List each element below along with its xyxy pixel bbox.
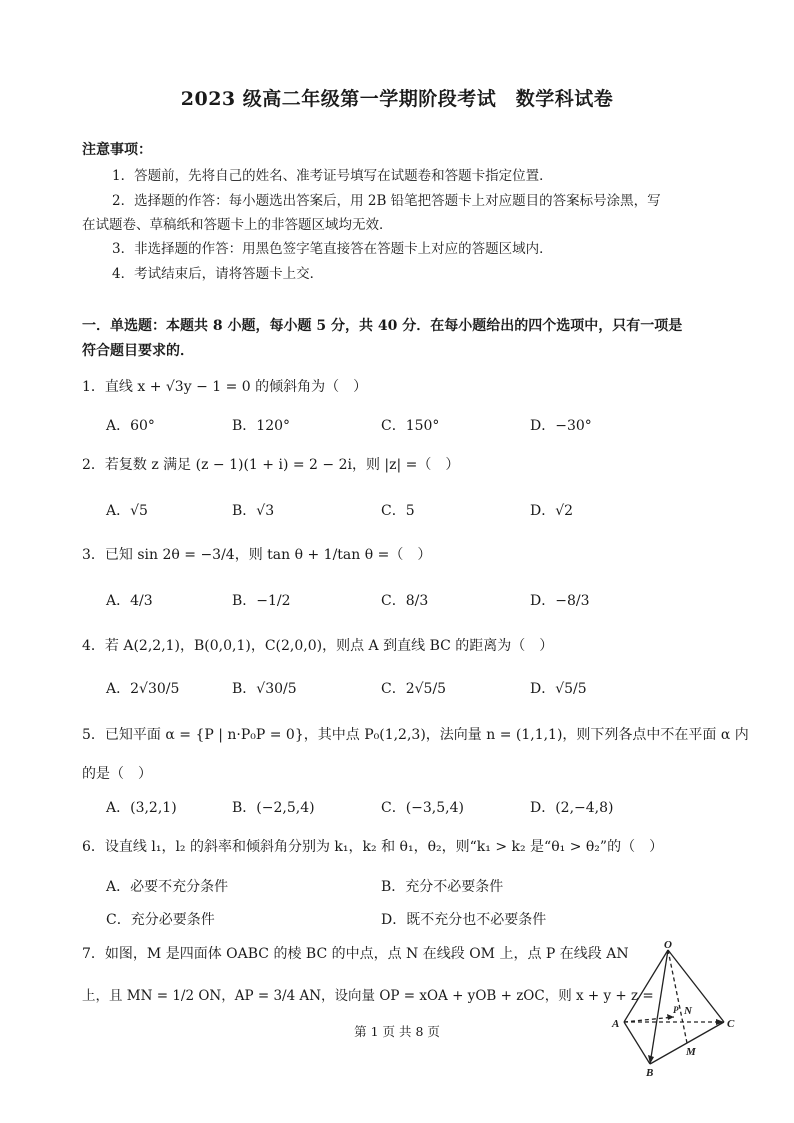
question-1-option-c: C．150°: [381, 418, 440, 434]
figure-label-p: P: [673, 1005, 679, 1015]
question-7-stem-cont: 上，且 MN = 1/2 ON，AP = 3/4 AN，设向量 OP = xOA + yOB + zOC，则 x + y + z =: [82, 988, 654, 1004]
question-3-option-d: D．−8/3: [530, 593, 590, 609]
notice-item: 在试题卷、草稿纸和答题卡上的非答题区域均无效．: [82, 217, 393, 233]
figure-label-a: A: [612, 1018, 620, 1030]
question-2-stem: 2．若复数 z 满足 (z − 1)(1 + i) = 2 − 2i，则 |z| =（ ）: [82, 457, 460, 473]
question-5-option-c: C．(−3,5,4): [381, 800, 464, 816]
question-1-option-d: D．−30°: [530, 418, 592, 434]
question-5-stem: 5．已知平面 α = {P | n·P₀P = 0}，其中点 P₀(1,2,3)，法向量 n = (1,1,1)，则下列各点中不在平面 α 内: [82, 727, 749, 743]
question-6-option-c: C．充分必要条件: [106, 912, 215, 928]
question-7-stem: 7．如图，M 是四面体 OABC 的棱 BC 的中点，点 N 在线段 OM 上，点 P 在线段 AN: [82, 946, 629, 962]
question-4-option-c: C．2√5/5: [381, 681, 447, 697]
question-3-option-b: B．−1/2: [232, 593, 291, 609]
question-5-option-a: A．(3,2,1): [106, 800, 177, 816]
figure-label-b: B: [646, 1067, 654, 1078]
section-heading-cont: 符合题目要求的．: [82, 343, 194, 359]
question-3-stem: 3．已知 sin 2θ = −3/4，则 tan θ + 1/tan θ =（ ）: [82, 547, 432, 563]
question-4-option-a: A．2√30/5: [106, 681, 180, 697]
notice-heading: 注意事项：: [82, 142, 152, 158]
question-2-option-a: A．√5: [106, 503, 148, 519]
question-5-stem-cont: 的是（ ）: [82, 766, 152, 782]
question-6-option-d: D．既不充分也不必要条件: [381, 912, 547, 928]
figure-label-o: O: [664, 939, 672, 951]
question-2-option-b: B．√3: [232, 503, 275, 519]
question-4-option-b: B．√30/5: [232, 681, 297, 697]
question-3-option-c: C．8/3: [381, 593, 429, 609]
question-1-option-b: B．120°: [232, 418, 291, 434]
page-number: 第 1 页 共 8 页: [354, 1024, 440, 1039]
question-1-stem: 1．直线 x + √3y − 1 = 0 的倾斜角为（ ）: [82, 379, 368, 395]
question-6-option-a: A．必要不充分条件: [106, 879, 229, 895]
figure-label-c: C: [727, 1018, 735, 1030]
notice-item: 2．选择题的作答：每小题选出答案后，用 2B 铅笔把答题卡上对应题目的答案标号涂黑，写: [112, 193, 661, 209]
page-title: 2023 级高二年级第一学期阶段考试 数学科试卷: [180, 88, 614, 110]
tetrahedron-figure: [608, 938, 748, 1078]
question-1-option-a: A．60°: [106, 418, 155, 434]
question-6-option-b: B．充分不必要条件: [381, 879, 504, 895]
question-4-stem: 4．若 A(2,2,1)，B(0,0,1)，C(2,0,0)，则点 A 到直线 BC 的距离为（ ）: [82, 638, 554, 654]
question-2-option-c: C．5: [381, 503, 415, 519]
figure-label-m: M: [686, 1046, 696, 1058]
notice-item: 1．答题前，先将自己的姓名、准考证号填写在试题卷和答题卡指定位置．: [112, 168, 553, 184]
question-5-option-d: D．(2,−4,8): [530, 800, 614, 816]
question-3-option-a: A．4/3: [106, 593, 153, 609]
question-6-stem: 6．设直线 l₁，l₂ 的斜率和倾斜角分别为 k₁，k₂ 和 θ₁，θ₂，则“k₁ > k₂ 是“θ₁ > θ₂”的（ ）: [82, 839, 664, 855]
question-5-option-b: B．(−2,5,4): [232, 800, 315, 816]
figure-label-n: N: [684, 1005, 692, 1017]
notice-item: 3．非选择题的作答：用黑色签字笔直接答在答题卡上对应的答题区域内．: [112, 241, 553, 257]
question-2-option-d: D．√2: [530, 503, 574, 519]
question-4-option-d: D．√5/5: [530, 681, 587, 697]
notice-item: 4．考试结束后，请将答题卡上交．: [112, 266, 324, 282]
section-heading: 一．单选题：本题共 8 小题，每小题 5 分，共 40 分．在每小题给出的四个选项中，只有一项是: [82, 318, 683, 334]
